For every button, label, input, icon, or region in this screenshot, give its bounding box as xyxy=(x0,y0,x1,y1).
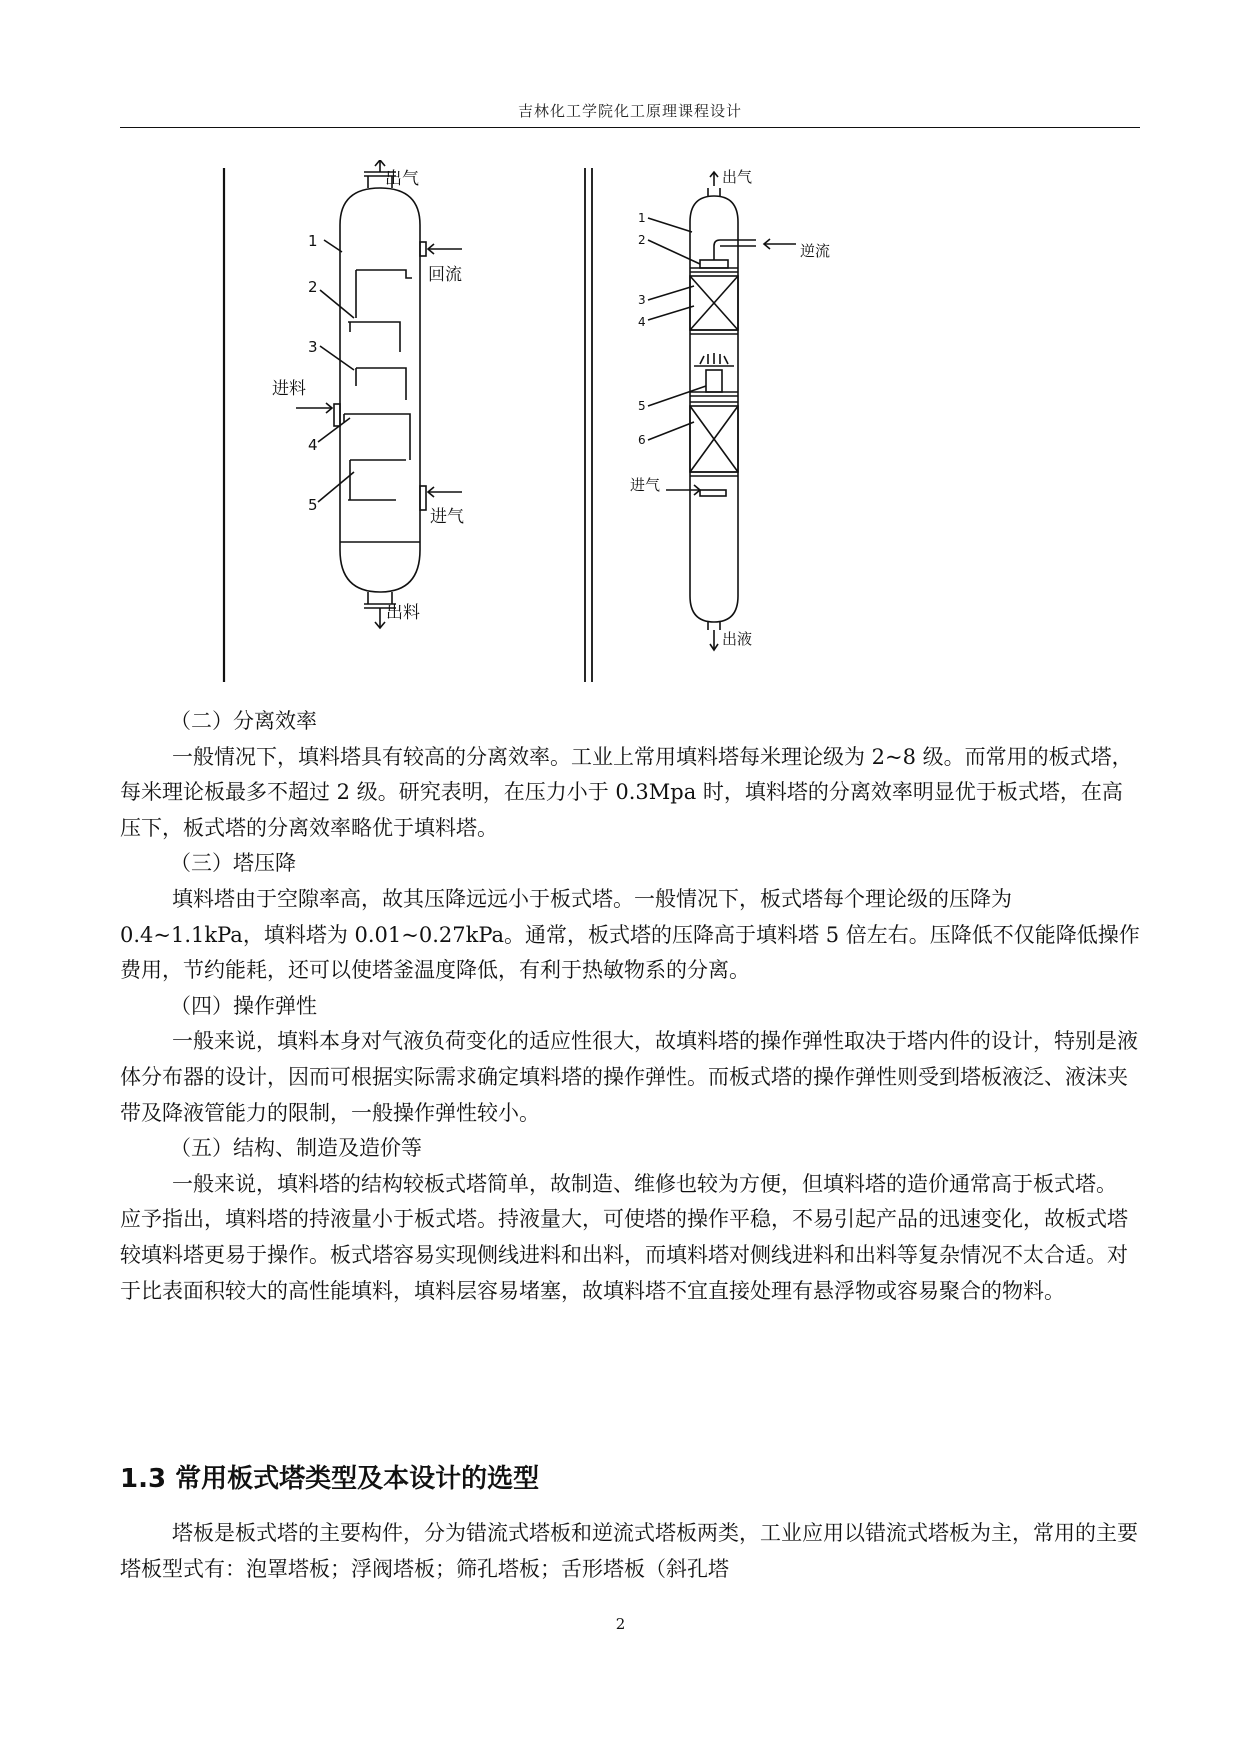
body-text xyxy=(120,704,1140,1309)
right-num-3: 3 xyxy=(638,293,646,307)
right-gas-in-label: 进气 xyxy=(630,476,661,494)
right-num-6: 6 xyxy=(638,433,646,447)
paragraph-liquid-holdup: 应予指出，填料塔的持液量小于板式塔。持液量大，可使塔的操作平稳，不易引起产品的迅速变化，故板式塔较填料塔更易于操作。板式塔容易实现侧线进料和出料，而填料塔对侧线进料和出料等复杂情况不太合适。对于比表面积较大的高性能填料，填料层容易堵塞，故填料塔不宜直接处理有悬浮物或容易聚合的物料。 xyxy=(120,1207,1128,1303)
paragraph-structure-cost: 一般来说，填料塔的结构较板式塔简单，故制造、维修也较为方便，但填料塔的造价通常高于板式塔。 xyxy=(172,1171,1117,1196)
heading-pressure-drop: （三）塔压降 xyxy=(170,851,296,876)
column-comparison-figure xyxy=(200,160,860,690)
right-reflux-label: 逆流 xyxy=(800,242,831,260)
page-number: 2 xyxy=(615,1615,626,1633)
right-num-5: 5 xyxy=(638,399,646,413)
left-num-4: 4 xyxy=(308,436,318,454)
right-num-4: 4 xyxy=(638,315,646,329)
page-header: 吉林化工学院化工原理课程设计 xyxy=(517,102,742,120)
right-num-2: 2 xyxy=(638,233,646,247)
right-bottom-label: 出液 xyxy=(722,630,753,648)
left-num-1: 1 xyxy=(308,232,318,250)
body-text-2 xyxy=(120,1515,1140,1587)
left-gas-in-label: 进气 xyxy=(430,507,464,527)
left-feed-label: 进料 xyxy=(272,379,306,399)
section-title: 1.3 常用板式塔类型及本设计的选型 xyxy=(120,1464,540,1494)
heading-structure-cost: （五）结构、制造及造价等 xyxy=(170,1136,422,1161)
left-num-2: 2 xyxy=(308,278,318,296)
header-rule xyxy=(120,127,1140,128)
packed-column-drawing xyxy=(648,172,796,650)
left-reflux-label: 回流 xyxy=(428,265,462,285)
right-num-1: 1 xyxy=(638,211,646,225)
left-num-5: 5 xyxy=(308,496,318,514)
left-bottom-label: 出料 xyxy=(386,603,420,623)
paragraph-tray-types: 塔板是板式塔的主要构件，分为错流式塔板和逆流式塔板两类，工业应用以错流式塔板为主，常用的主要塔板型式有：泡罩塔板；浮阀塔板；筛孔塔板；舌形塔板（斜孔塔 xyxy=(120,1521,1138,1581)
right-top-label: 出气 xyxy=(722,168,753,186)
plate-column-drawing xyxy=(296,160,462,628)
left-num-3: 3 xyxy=(308,338,318,356)
left-top-label: 出气 xyxy=(385,169,419,189)
heading-separation-efficiency: （二）分离效率 xyxy=(170,709,317,733)
paragraph-pressure-drop: 填料塔由于空隙率高，故其压降远远小于板式塔。一般情况下，板式塔每个理论级的压降为 0.4~1.1kPa，填料塔为 0.01~0.27kPa。通常，板式塔的压降高于填料塔 5 倍左右。压降低不仅能降低操作费用，节约能耗，还可以使塔釜温度降低，有利于热敏物系的分离。 xyxy=(120,886,1140,983)
paragraph-operating-flexibility: 一般来说，填料本身对气液负荷变化的适应性很大，故填料塔的操作弹性取决于塔内件的设计，特别是液体分布器的设计，因而可根据实际需求确定填料塔的操作弹性。而板式塔的操作弹性则受到塔板液泛、液沫夹带及降液管能力的限制，一般操作弹性较小。 xyxy=(120,1029,1138,1125)
paragraph-separation-efficiency: 一般情况下，填料塔具有较高的分离效率。工业上常用填料塔每米理论级为 2~8 级。而常用的板式塔，每米理论板最多不超过 2 级。研究表明，在压力小于 0.3Mpa 时，填料塔的分离效率明显优于板式塔，在高压下，板式塔的分离效率略优于填料塔。 xyxy=(120,744,1133,840)
heading-operating-flexibility: （四）操作弹性 xyxy=(170,993,317,1018)
